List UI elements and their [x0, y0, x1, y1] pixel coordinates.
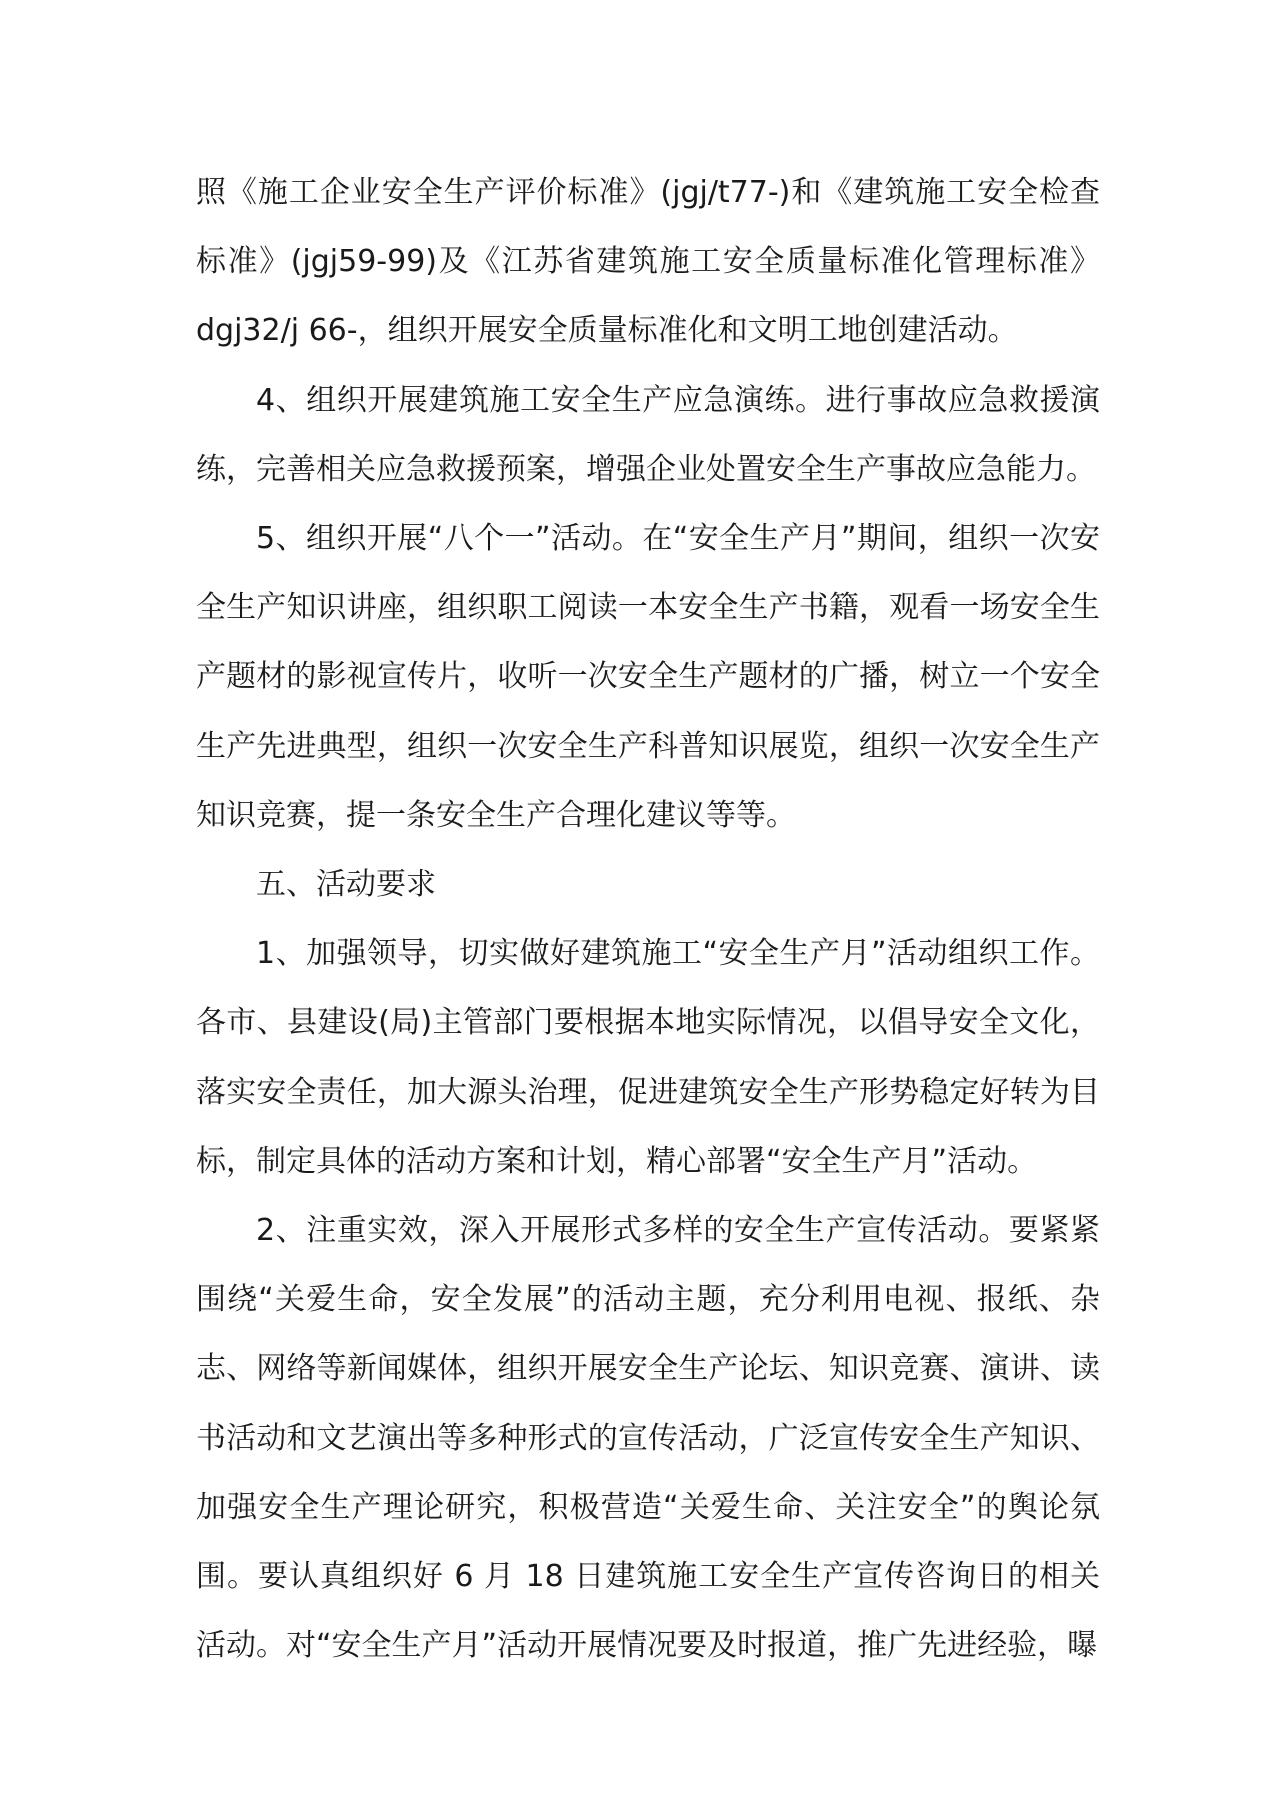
- paragraph-4: 1、加强领导，切实做好建筑施工“安全生产月”活动组织工作。各市、县建设(局)主管部门要根据本地实际情况，以倡导安全文化，落实安全责任，加大源头治理，促进建筑安全生产形势稳定好转为目标，制定具体的活动方案和计划，精心部署“安全生产月”活动。: [196, 936, 1100, 1179]
- paragraph-3: 5、组织开展“八个一”活动。在“安全生产月”期间，组织一次安全生产知识讲座，组织职工阅读一本安全生产书籍，观看一场安全生产题材的影视宣传片，收听一次安全生产题材的广播，树立一个安全生产先进典型，组织一次安全生产科普知识展览，组织一次安全生产知识竞赛，提一条安全生产合理化建议等等。: [196, 521, 1100, 833]
- document-body: [196, 158, 1100, 1680]
- paragraph-2: 4、组织开展建筑施工安全生产应急演练。进行事故应急救援演练，完善相关应急救援预案，增强企业处置安全生产事故应急能力。: [196, 382, 1100, 487]
- paragraph-5: 2、注重实效，深入开展形式多样的安全生产宣传活动。要紧紧围绕“关爱生命，安全发展”的活动主题，充分利用电视、报纸、杂志、网络等新闻媒体，组织开展安全生产论坛、知识竞赛、演讲、读书活动和文艺演出等多种形式的宣传活动，广泛宣传安全生产知识、加强安全生产理论研究，积极营造“关爱生命、关注安全”的舆论氛围。要认真组织好 6 月 18 日建筑施工安全生产宣传咨询日的相关活动。对“安全生产月”活动开展情况要及时报道，推广先进经验，曝: [196, 1213, 1100, 1664]
- section-heading: 五、活动要求: [256, 867, 436, 903]
- paragraph-1: 照《施工企业安全生产评价标准》(jgj/t77-)和《建筑施工安全检查标准》(jgj59-99)及《江苏省建筑施工安全质量标准化管理标准》dgj32/j 66-，组织开展安全质量标准化和文明工地创建活动。: [196, 175, 1100, 349]
